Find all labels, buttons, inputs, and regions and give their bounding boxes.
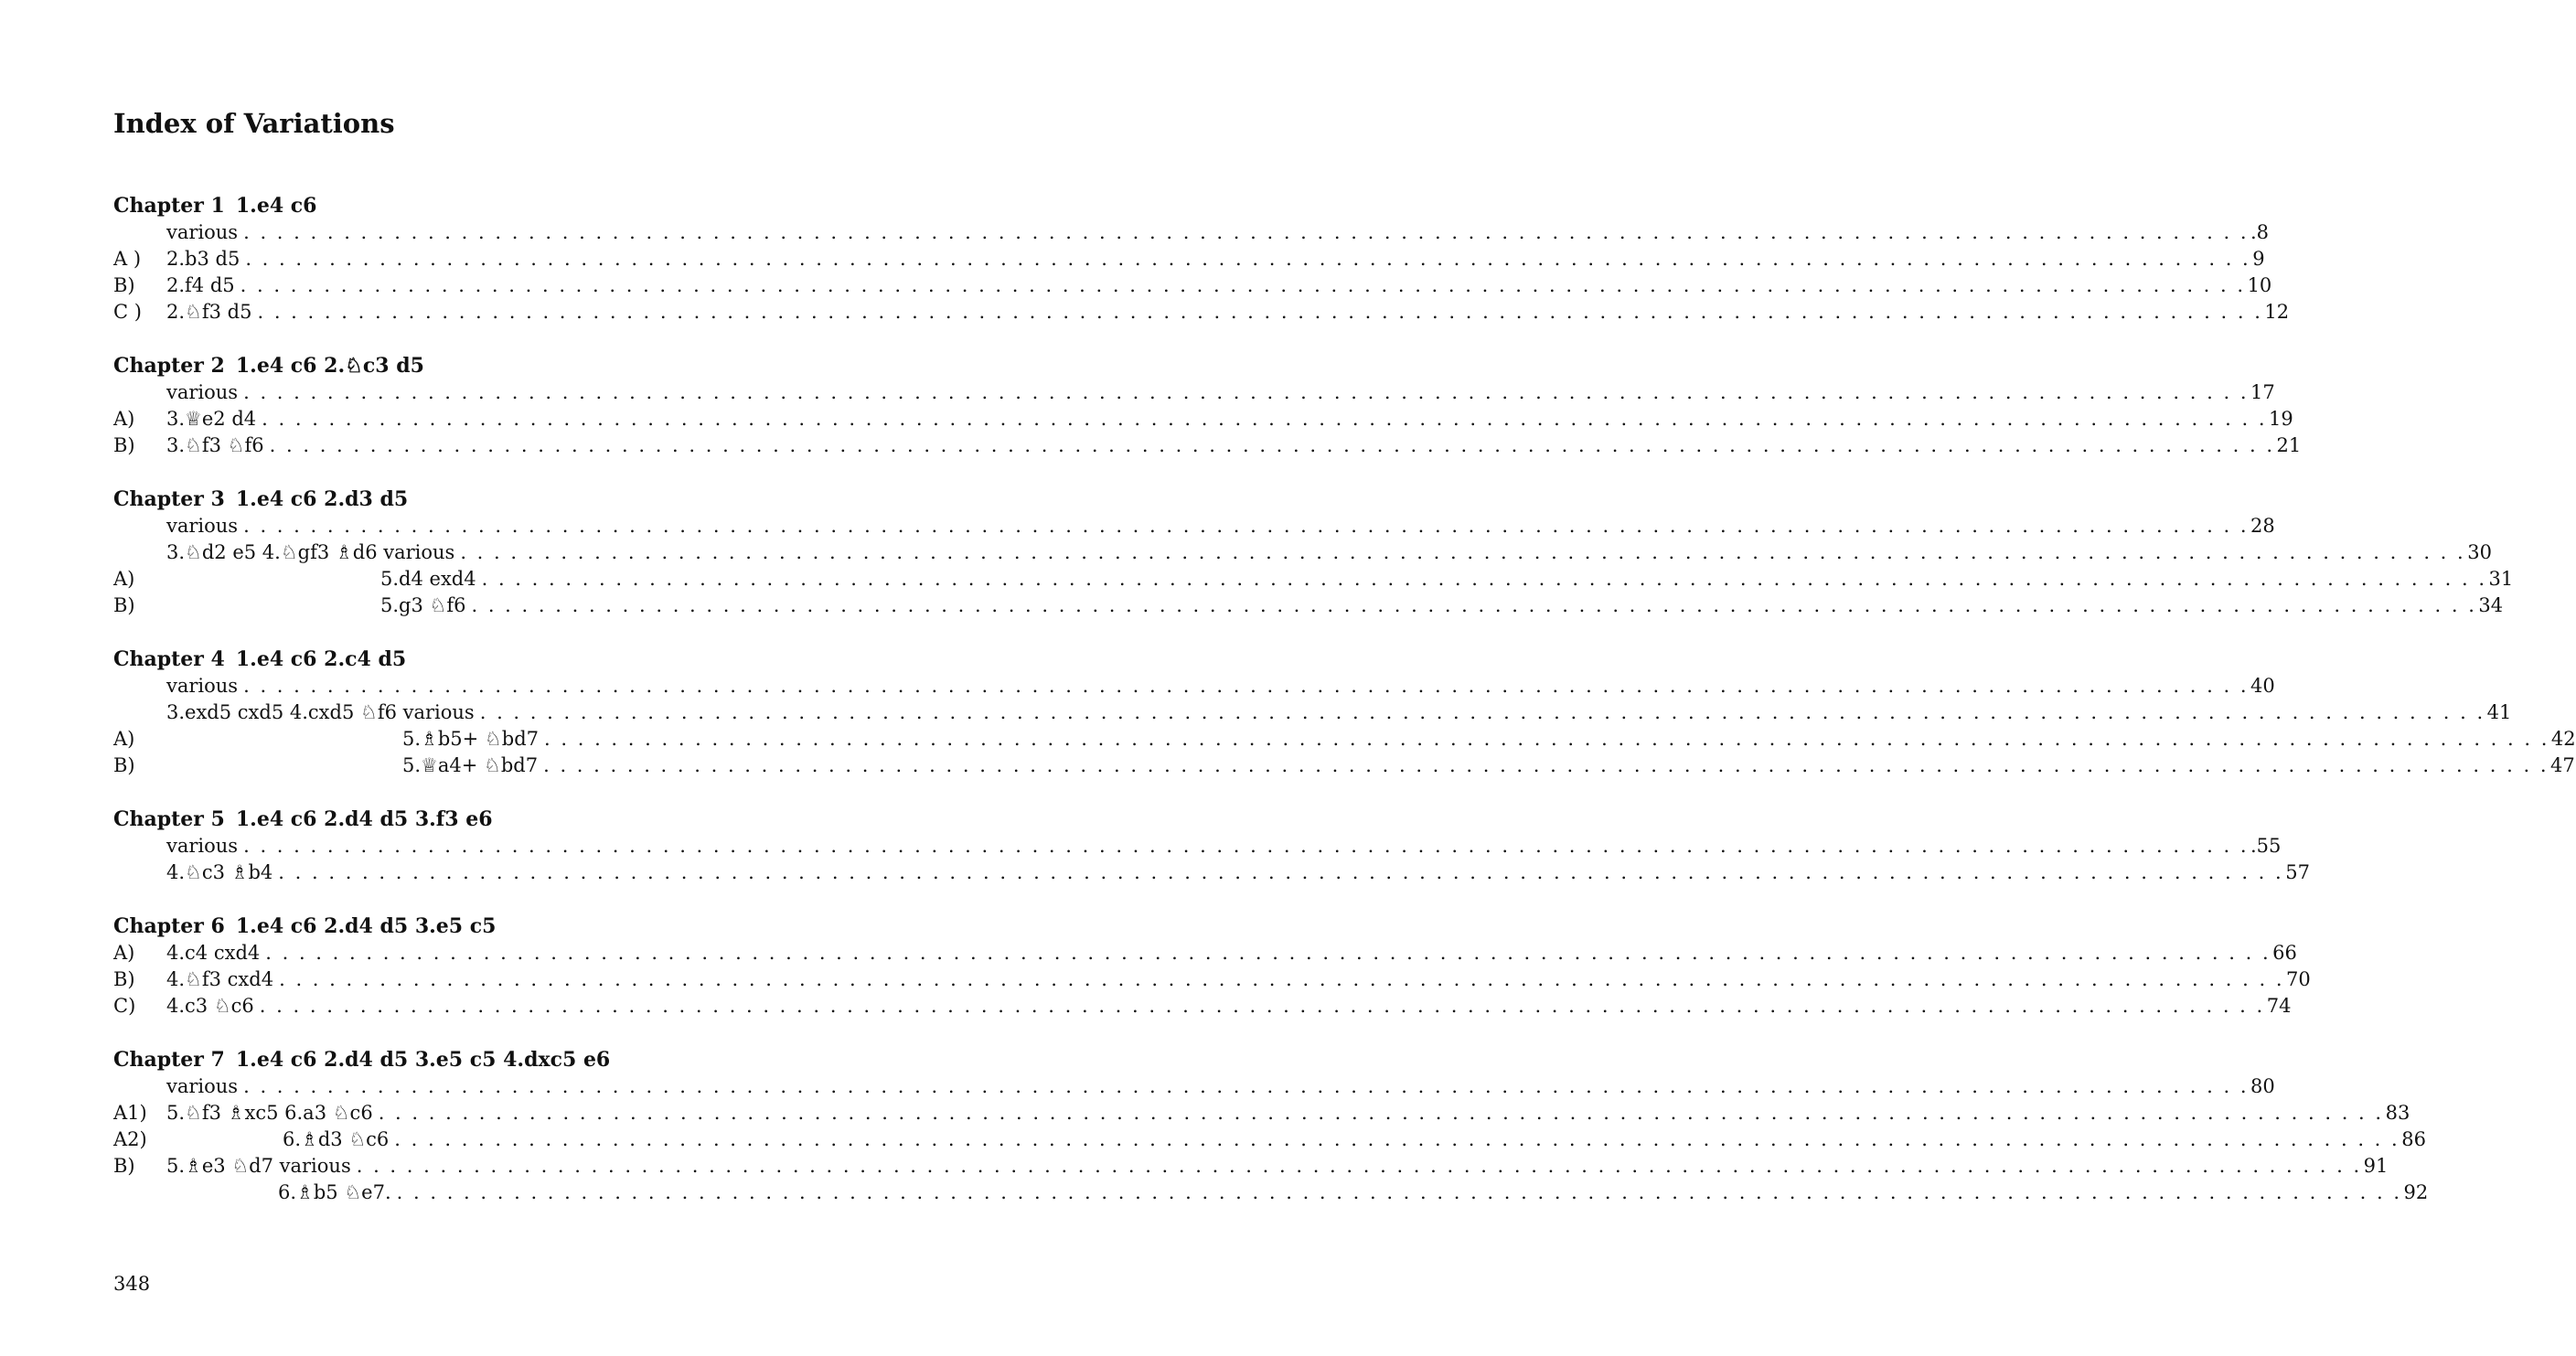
variation-moves: 4.c3 ♘c6 bbox=[166, 995, 254, 1017]
dot-leader: . . . . . . . . . . . . . . . . . . . . . . . . . . . . . . . . . . . . . . . . . . . . . . . . . . . . . . . . . . . . . . . . . . . . . . . . . . . . . . . . . . . . . . . . . . . . . . . . . . . . . . . . . . . . . . . . . . . . . . . . bbox=[243, 675, 2249, 697]
variation-moves: 4.♘c3 ♗b4 bbox=[166, 861, 273, 883]
page-number: 41 bbox=[2486, 701, 2512, 723]
dot-leader: . . . . . . . . . . . . . . . . . . . . . . . . . . . . . . . . . . . . . . . . . . . . . . . . . . . . . . . . . . . . . . . . . . . . . . . . . . . . . . . . . . . . . . . . . . . . . . . . . . . . . . . . . . . . . . . . . . . . . . . . bbox=[262, 408, 2268, 430]
variation-label: A) bbox=[113, 942, 135, 964]
page-number: 9 bbox=[2252, 248, 2265, 270]
dot-leader: . . . . . . . . . . . . . . . . . . . . . . . . . . . . . . . . . . . . . . . . . . . . . . . . . . . . . . . . . . . . . . . . . . . . . . . . . . . . . . . . . . . . . . . . . . . . . . . . . . . . . . . . . . . . . . . . . . . . . . . . bbox=[243, 221, 2249, 243]
page-number: 92 bbox=[2403, 1181, 2429, 1203]
variation-moves: 5.g3 ♘f6 bbox=[380, 594, 466, 616]
variation-label: C) bbox=[113, 995, 136, 1017]
page-number: 40 bbox=[2250, 675, 2275, 697]
index-entry bbox=[113, 860, 2310, 886]
index-entry bbox=[113, 940, 2297, 966]
dot-leader: . . . . . . . . . . . . . . . . . . . . . . . . . . . . . . . . . . . . . . . . . . . . . . . . . . . . . . . . . . . . . . . . . . . . . . . . . . . . . . . . . . . . . . . . . . . . . . . . . . . . . . . . . . . . . . . . . . . . . . . . bbox=[245, 248, 2251, 270]
index-entry bbox=[113, 726, 2576, 753]
chapter-line: 1.e4 c6 bbox=[235, 194, 317, 218]
page-number: 34 bbox=[2478, 594, 2504, 616]
index-entry bbox=[113, 993, 2292, 1020]
chapter-4 bbox=[113, 646, 2576, 779]
index-entry bbox=[113, 833, 2282, 860]
dot-leader: . . . . . . . . . . . . . . . . . . . . . . . . . . . . . . . . . . . . . . . . . . . . . . . . . . . . . . . . . . . . . . . . . . . . . . . . . . . . . . . . . . . . . . . . . . . . . . . . . . . . . . . . . . . . . . . . . . . . . . . . bbox=[259, 995, 2265, 1017]
variation-moves: 5.♘f3 ♗xc5 6.a3 ♘c6 bbox=[166, 1102, 373, 1124]
variation-moves: 5.d4 exd4 bbox=[380, 568, 476, 590]
index-entry bbox=[113, 753, 2575, 779]
variation-moves: various bbox=[166, 221, 239, 243]
variation-label: B) bbox=[113, 274, 135, 296]
chapter-2 bbox=[113, 353, 2302, 459]
dot-leader: . . . . . . . . . . . . . . . . . . . . . . . . . . . . . . . . . . . . . . . . . . . . . . . . . . . . . . . . . . . . . . . . . . . . . . . . . . . . . . . . . . . . . . . . . . . . . . . . . . . . . . . . . . . . . . . . . . . . . . . . bbox=[243, 515, 2249, 537]
chapter-line: 1.e4 c6 2.c4 d5 bbox=[235, 647, 407, 671]
index-entry bbox=[113, 966, 2311, 993]
index-entry bbox=[113, 539, 2492, 566]
index-entry bbox=[113, 432, 2302, 459]
page-number: 42 bbox=[2550, 728, 2576, 750]
variation-label: A1) bbox=[113, 1102, 147, 1124]
dot-leader: . . . . . . . . . . . . . . . . . . . . . . . . . . . . . . . . . . . . . . . . . . . . . . . . . . . . . . . . . . . . . . . . . . . . . . . . . . . . . . . . . . . . . . . . . . . . . . . . . . . . . . . . . . . . . . . . . . . . . . . . bbox=[396, 1181, 2402, 1203]
dot-leader: . . . . . . . . . . . . . . . . . . . . . . . . . . . . . . . . . . . . . . . . . . . . . . . . . . . . . . . . . . . . . . . . . . . . . . . . . . . . . . . . . . . . . . . . . . . . . . . . . . . . . . . . . . . . . . . . . . . . . . . . bbox=[394, 1128, 2400, 1150]
index-entry bbox=[113, 593, 2504, 619]
dot-leader: . . . . . . . . . . . . . . . . . . . . . . . . . . . . . . . . . . . . . . . . . . . . . . . . . . . . . . . . . . . . . . . . . . . . . . . . . . . . . . . . . . . . . . . . . . . . . . . . . . . . . . . . . . . . . . . . . . . . . . . . bbox=[265, 942, 2271, 964]
variation-moves: 4.♘f3 cxd4 bbox=[166, 968, 274, 990]
variation-moves: 5.♗e3 ♘d7 various bbox=[166, 1155, 351, 1177]
page-number: 91 bbox=[2363, 1155, 2389, 1177]
dot-leader: . . . . . . . . . . . . . . . . . . . . . . . . . . . . . . . . . . . . . . . . . . . . . . . . . . . . . . . . . . . . . . . . . . . . . . . . . . . . . . . . . . . . . . . . . . . . . . . . . . . . . . . . . . . . . . . . . . . . . . . . bbox=[243, 1075, 2249, 1097]
dot-leader: . . . . . . . . . . . . . . . . . . . . . . . . . . . . . . . . . . . . . . . . . . . . . . . . . . . . . . . . . . . . . . . . . . . . . . . . . . . . . . . . . . . . . . . . . . . . . . . . . . . . . . . . . . . . . . . . . . . . . . . . bbox=[243, 381, 2249, 403]
chapter-heading bbox=[113, 486, 801, 513]
dot-leader: . . . . . . . . . . . . . . . . . . . . . . . . . . . . . . . . . . . . . . . . . . . . . . . . . . . . . . . . . . . . . . . . . . . . . . . . . . . . . . . . . . . . . . . . . . . . . . . . . . . . . . . . . . . . . . . . . . . . . . . . bbox=[479, 701, 2485, 723]
page-title: Index of Variations bbox=[113, 108, 395, 139]
page-number: 66 bbox=[2272, 942, 2297, 964]
chapter-6 bbox=[113, 913, 2311, 1020]
index-entry bbox=[113, 406, 2293, 432]
page-number: 10 bbox=[2247, 274, 2272, 296]
page-number: 21 bbox=[2276, 434, 2302, 456]
dot-leader: . . . . . . . . . . . . . . . . . . . . . . . . . . . . . . . . . . . . . . . . . . . . . . . . . . . . . . . . . . . . . . . . . . . . . . . . . . . . . . . . . . . . . . . . . . . . . . . . . . . . . . . . . . . . . . . . . . . . . . . . bbox=[544, 728, 2549, 750]
chapter-line: 1.e4 c6 2.♘c3 d5 bbox=[235, 354, 424, 378]
chapter-heading bbox=[113, 1047, 801, 1073]
index-entry bbox=[113, 219, 2270, 246]
page-number-footer: 348 bbox=[113, 1273, 151, 1295]
index-entry bbox=[113, 379, 2275, 406]
page-number: .55 bbox=[2250, 835, 2282, 857]
page-number: .8 bbox=[2250, 221, 2270, 243]
chapter-line: 1.e4 c6 2.d4 d5 3.e5 c5 4.dxc5 e6 bbox=[235, 1048, 611, 1072]
variation-moves: 2.f4 d5 bbox=[166, 274, 235, 296]
index-entry bbox=[113, 1126, 2426, 1153]
dot-leader: . . . . . . . . . . . . . . . . . . . . . . . . . . . . . . . . . . . . . . . . . . . . . . . . . . . . . . . . . . . . . . . . . . . . . . . . . . . . . . . . . . . . . . . . . . . . . . . . . . . . . . . . . . . . . . . . . . . . . . . . bbox=[356, 1155, 2362, 1177]
variation-label: B) bbox=[113, 754, 135, 776]
variation-moves: 3.♘f3 ♘f6 bbox=[166, 434, 264, 456]
chapter-number: Chapter 4 bbox=[113, 647, 225, 671]
dot-leader: . . . . . . . . . . . . . . . . . . . . . . . . . . . . . . . . . . . . . . . . . . . . . . . . . . . . . . . . . . . . . . . . . . . . . . . . . . . . . . . . . . . . . . . . . . . . . . . . . . . . . . . . . . . . . . . . . . . . . . . . bbox=[278, 861, 2284, 883]
page-number: 28 bbox=[2250, 515, 2275, 537]
page-number: 17 bbox=[2250, 381, 2275, 403]
variation-moves: 2.♘f3 d5 bbox=[166, 301, 252, 323]
dot-leader: . . . . . . . . . . . . . . . . . . . . . . . . . . . . . . . . . . . . . . . . . . . . . . . . . . . . . . . . . . . . . . . . . . . . . . . . . . . . . . . . . . . . . . . . . . . . . . . . . . . . . . . . . . . . . . . . . . . . . . . . bbox=[543, 754, 2549, 776]
variation-label: A) bbox=[113, 728, 135, 750]
chapter-number: Chapter 3 bbox=[113, 487, 225, 511]
chapter-line: 1.e4 c6 2.d3 d5 bbox=[235, 487, 409, 511]
page-number: 19 bbox=[2269, 408, 2293, 430]
chapter-heading bbox=[113, 646, 801, 673]
variation-moves: 3.exd5 cxd5 4.cxd5 ♘f6 various bbox=[166, 701, 475, 723]
chapter-number: Chapter 7 bbox=[113, 1048, 225, 1072]
dot-leader: . . . . . . . . . . . . . . . . . . . . . . . . . . . . . . . . . . . . . . . . . . . . . . . . . . . . . . . . . . . . . . . . . . . . . . . . . . . . . . . . . . . . . . . . . . . . . . . . . . . . . . . . . . . . . . . . . . . . . . . . bbox=[240, 274, 2246, 296]
variation-label: A) bbox=[113, 568, 135, 590]
dot-leader: . . . . . . . . . . . . . . . . . . . . . . . . . . . . . . . . . . . . . . . . . . . . . . . . . . . . . . . . . . . . . . . . . . . . . . . . . . . . . . . . . . . . . . . . . . . . . . . . . . . . . . . . . . . . . . . . . . . . . . . . bbox=[471, 594, 2477, 616]
index-entry bbox=[113, 246, 2265, 272]
page-number: 12 bbox=[2264, 301, 2290, 323]
index-entry bbox=[113, 513, 2275, 539]
dot-leader: . . . . . . . . . . . . . . . . . . . . . . . . . . . . . . . . . . . . . . . . . . . . . . . . . . . . . . . . . . . . . . . . . . . . . . . . . . . . . . . . . . . . . . . . . . . . . . . . . . . . . . . . . . . . . . . . . . . . . . . . bbox=[269, 434, 2275, 456]
chapter-heading bbox=[113, 806, 801, 833]
index-entry bbox=[113, 1073, 2275, 1100]
index-entry bbox=[113, 673, 2275, 699]
chapter-number: Chapter 5 bbox=[113, 807, 225, 831]
chapter-heading bbox=[113, 353, 801, 379]
chapter-heading bbox=[113, 913, 801, 940]
dot-leader: . . . . . . . . . . . . . . . . . . . . . . . . . . . . . . . . . . . . . . . . . . . . . . . . . . . . . . . . . . . . . . . . . . . . . . . . . . . . . . . . . . . . . . . . . . . . . . . . . . . . . . . . . . . . . . . . . . . . . . . . bbox=[378, 1102, 2384, 1124]
variation-moves: various bbox=[166, 515, 239, 537]
index-entry bbox=[113, 1153, 2389, 1180]
variation-label: B) bbox=[113, 594, 135, 616]
dot-leader: . . . . . . . . . . . . . . . . . . . . . . . . . . . . . . . . . . . . . . . . . . . . . . . . . . . . . . . . . . . . . . . . . . . . . . . . . . . . . . . . . . . . . . . . . . . . . . . . . . . . . . . . . . . . . . . . . . . . . . . . bbox=[257, 301, 2263, 323]
index-entry bbox=[113, 699, 2512, 726]
dot-leader: . . . . . . . . . . . . . . . . . . . . . . . . . . . . . . . . . . . . . . . . . . . . . . . . . . . . . . . . . . . . . . . . . . . . . . . . . . . . . . . . . . . . . . . . . . . . . . . . . . . . . . . . . . . . . . . . . . . . . . . . bbox=[481, 568, 2487, 590]
chapter-number: Chapter 1 bbox=[113, 194, 225, 218]
index-entry bbox=[113, 1100, 2410, 1126]
variation-moves: 5.♕a4+ ♘bd7 bbox=[402, 754, 539, 776]
index-entry bbox=[113, 299, 2290, 326]
variation-moves: 3.♕e2 d4 bbox=[166, 408, 257, 430]
variation-label: A) bbox=[113, 408, 135, 430]
chapter-number: Chapter 2 bbox=[113, 354, 225, 378]
page-number: 47 bbox=[2550, 754, 2575, 776]
page-number: 30 bbox=[2467, 541, 2492, 563]
dot-leader: . . . . . . . . . . . . . . . . . . . . . . . . . . . . . . . . . . . . . . . . . . . . . . . . . . . . . . . . . . . . . . . . . . . . . . . . . . . . . . . . . . . . . . . . . . . . . . . . . . . . . . . . . . . . . . . . . . . . . . . . bbox=[460, 541, 2466, 563]
chapter-number: Chapter 6 bbox=[113, 914, 225, 938]
page-number: 74 bbox=[2266, 995, 2292, 1017]
chapter-7 bbox=[113, 1047, 2429, 1206]
variation-moves: 6.♗d3 ♘c6 bbox=[283, 1128, 390, 1150]
variation-label: B) bbox=[113, 968, 135, 990]
page-number: 83 bbox=[2385, 1102, 2410, 1124]
page-number: 70 bbox=[2286, 968, 2311, 990]
variation-label: C ) bbox=[113, 301, 142, 323]
chapter-line: 1.e4 c6 2.d4 d5 3.f3 e6 bbox=[235, 807, 493, 831]
variation-moves: various bbox=[166, 835, 239, 857]
variation-label: B) bbox=[113, 1155, 135, 1177]
page-number: 31 bbox=[2488, 568, 2514, 590]
variation-moves: various bbox=[166, 1075, 239, 1097]
variation-moves: 3.♘d2 e5 4.♘gf3 ♗d6 various bbox=[166, 541, 455, 563]
variation-moves: 5.♗b5+ ♘bd7 bbox=[402, 728, 540, 750]
index-entry bbox=[113, 1180, 2429, 1206]
dot-leader: . . . . . . . . . . . . . . . . . . . . . . . . . . . . . . . . . . . . . . . . . . . . . . . . . . . . . . . . . . . . . . . . . . . . . . . . . . . . . . . . . . . . . . . . . . . . . . . . . . . . . . . . . . . . . . . . . . . . . . . . bbox=[243, 835, 2249, 857]
page-number: 86 bbox=[2401, 1128, 2426, 1150]
variation-moves: various bbox=[166, 381, 239, 403]
page-number: 80 bbox=[2250, 1075, 2275, 1097]
dot-leader: . . . . . . . . . . . . . . . . . . . . . . . . . . . . . . . . . . . . . . . . . . . . . . . . . . . . . . . . . . . . . . . . . . . . . . . . . . . . . . . . . . . . . . . . . . . . . . . . . . . . . . . . . . . . . . . . . . . . . . . . bbox=[279, 968, 2284, 990]
chapter-3 bbox=[113, 486, 2514, 619]
chapter-1 bbox=[113, 193, 2290, 326]
variation-moves: 6.♗b5 ♘e7. bbox=[278, 1181, 391, 1203]
index-entry bbox=[113, 272, 2272, 299]
chapter-line: 1.e4 c6 2.d4 d5 3.e5 c5 bbox=[235, 914, 497, 938]
chapter-heading bbox=[113, 193, 801, 219]
variation-label: A2) bbox=[113, 1128, 147, 1150]
variation-label: A ) bbox=[113, 248, 142, 270]
chapter-5 bbox=[113, 806, 2310, 886]
variation-moves: various bbox=[166, 675, 239, 697]
variation-moves: 2.b3 d5 bbox=[166, 248, 240, 270]
variation-label: B) bbox=[113, 434, 135, 456]
page-number: 57 bbox=[2285, 861, 2310, 883]
variation-moves: 4.c4 cxd4 bbox=[166, 942, 261, 964]
index-entry bbox=[113, 566, 2514, 593]
